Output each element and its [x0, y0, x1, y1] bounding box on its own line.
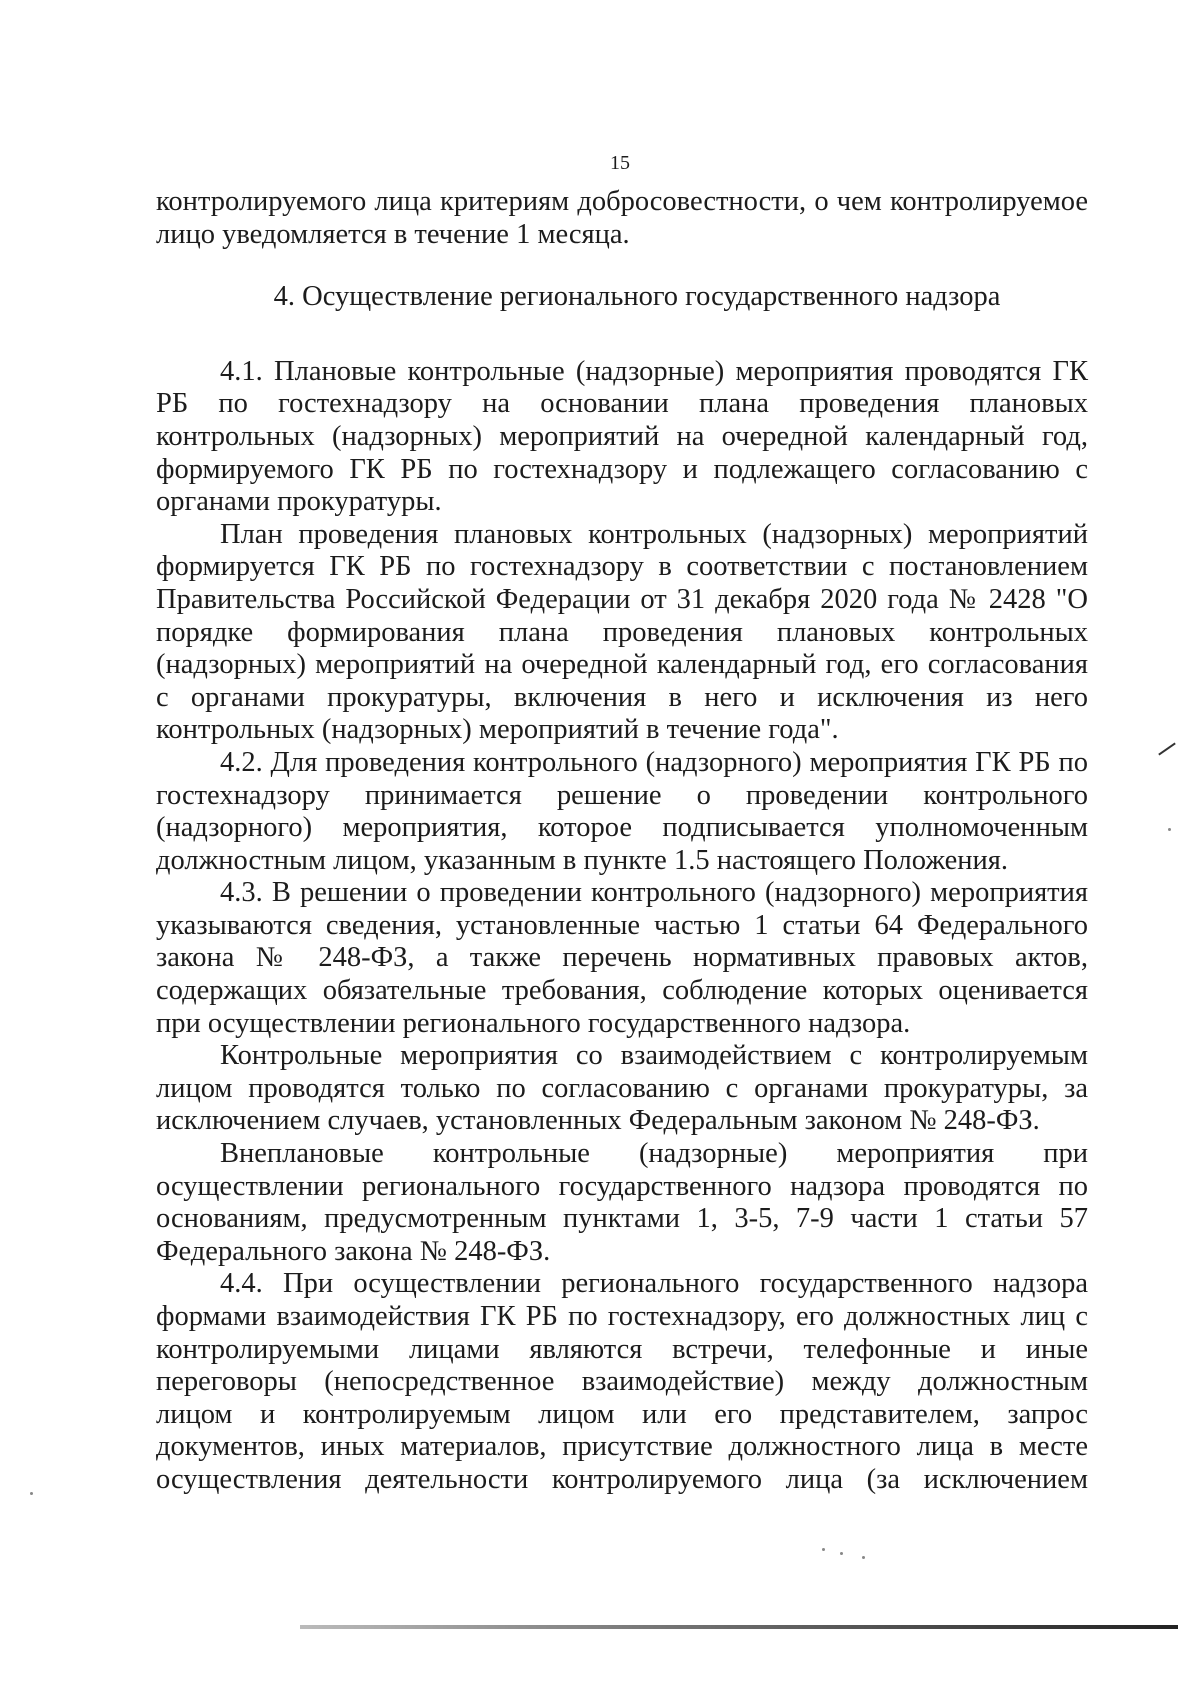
- bottom-scan-line: [300, 1625, 1178, 1629]
- scan-speck: [1168, 828, 1171, 831]
- scan-speck: [840, 1552, 843, 1555]
- paragraph-control-measures: Контрольные мероприятия со взаимодействием с контролируемым лицом проводятся только по согласованию с органами прокуратуры, за исключением случаев, установленных Федеральным законом № 248-ФЗ.: [156, 1040, 1088, 1137]
- scan-speck: [822, 1548, 825, 1551]
- scan-speck: [30, 1492, 33, 1495]
- paragraph-4-2: 4.2. Для проведения контрольного (надзорного) мероприятия ГК РБ по гостехнадзору принимается решение о проведении контрольного (надзорного) мероприятия, которое подписывается уполномоченным должностным лицом, указанным в пункте 1.5 настоящего Положения.: [156, 746, 1088, 876]
- document-body: [156, 186, 1088, 1497]
- paragraph-unscheduled: Внеплановые контрольные (надзорные) мероприятия при осуществлении регионального государственного надзора проводятся по основаниям, предусмотренным пунктами 1, 3-5, 7-9 части 1 статьи 57 Федерального закона № 248-ФЗ.: [156, 1138, 1088, 1267]
- margin-pen-mark: [1158, 742, 1176, 755]
- paragraph-continuation: контролируемого лица критериям добросовестности, о чем контролируемое лицо уведомляется в течение 1 месяца.: [156, 186, 1088, 250]
- paragraph-4-4: 4.4. При осуществлении регионального государственного надзора формами взаимодействия ГК РБ по гостехнадзору, его должностных лиц с контролируемыми лицами являются встречи, телефонные и иные переговоры (непосредственное взаимодействие) между должностным лицом и контролируемым лицом или его представителем, запрос документов, иных материалов, присутствие должностного лица в месте осуществления деятельности контролируемого лица (за исключением: [156, 1268, 1088, 1495]
- section-heading: 4. Осуществление регионального государственного надзора: [273, 281, 1001, 313]
- paragraph-4-1: 4.1. Плановые контрольные (надзорные) мероприятия проводятся ГК РБ по гостехнадзору на основании плана проведения плановых контрольных (надзорных) мероприятий на очередной календарный год, формируемого ГК РБ по гостехнадзору и подлежащего согласованию с органами прокуратуры.: [156, 355, 1088, 518]
- page-number: 15: [610, 152, 630, 174]
- paragraph-4-3: 4.3. В решении о проведении контрольного (надзорного) мероприятия указываются сведения, установленные частью 1 статьи 64 Федерального закона № 248-ФЗ, а также перечень нормативных правовых актов, содержащих обязательные требования, соблюдение которых оценивается при осуществлении регионального государственного надзора.: [156, 877, 1088, 1039]
- paragraph-plan: План проведения плановых контрольных (надзорных) мероприятий формируется ГК РБ по гостехнадзору в соответствии с постановлением Правительства Российской Федерации от 31 декабря 2020 года № 2428 "О порядке формирования плана проведения плановых контрольных (надзорных) мероприятий на очередной календарный год, его согласования с органами прокуратуры, включения в него и исключения из него контрольных (надзорных) мероприятий в течение года".: [156, 518, 1088, 746]
- scan-speck: [862, 1556, 865, 1559]
